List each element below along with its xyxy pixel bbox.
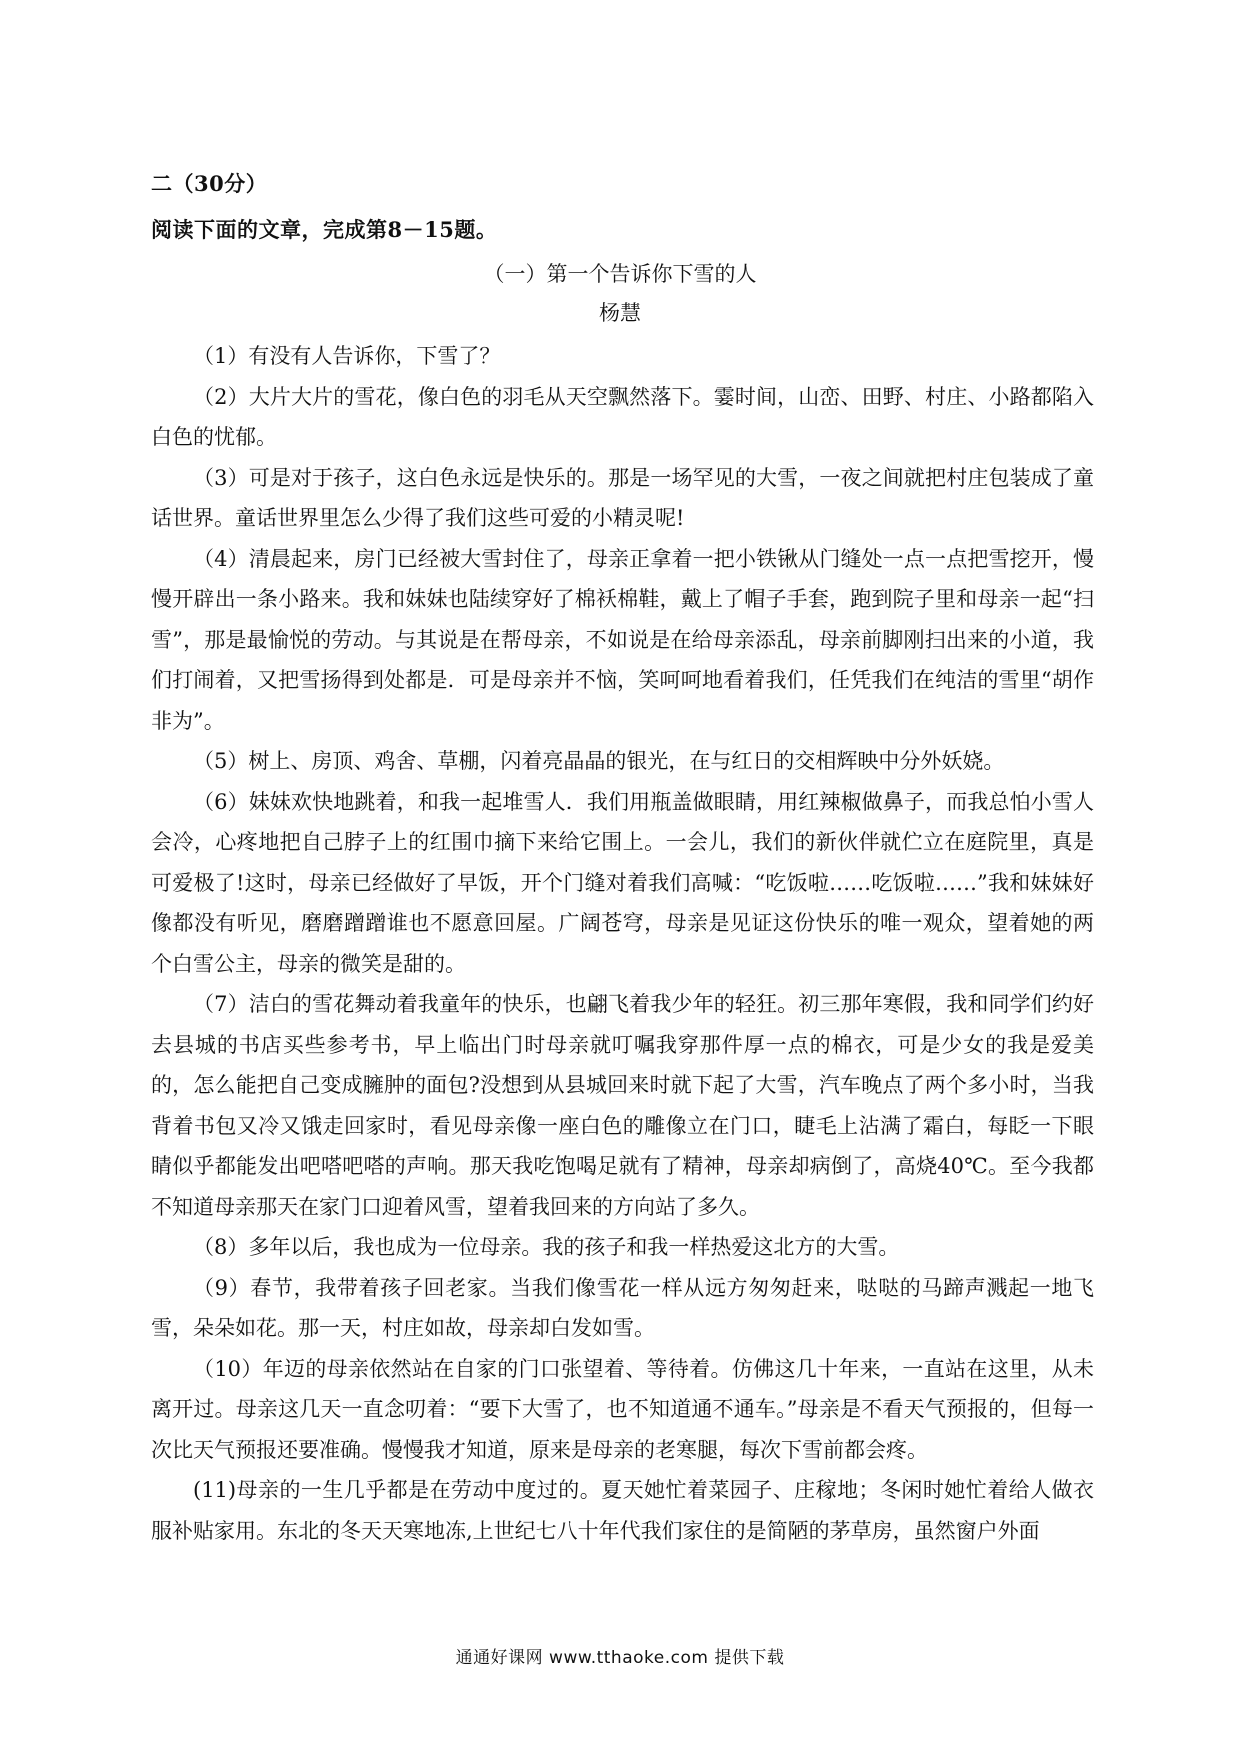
paragraph-10: （10）年迈的母亲依然站在自家的门口张望着、等待着。仿佛这几十年来，一直站在这里，从未离开过。母亲这几天一直念叨着：“要下大雪了，也不知道通不通车。”母亲是不看天气预报的，但每一次比天气预报还要准确。慢慢我才知道，原来是母亲的老寒腿，每次下雪前都会疼。 [151, 1356, 1094, 1462]
paragraph-5: （5）树上、房顶、鸡舍、草棚，闪着亮晶晶的银光，在与红日的交相辉映中分外妖娆。 [193, 749, 1005, 773]
paragraph-3: （3）可是对于孩子，这白色永远是快乐的。那是一场罕见的大雪，一夜之间就把村庄包装成了童话世界。童话世界里怎么少得了我们这些可爱的小精灵呢! [151, 465, 1094, 530]
paragraph-1: （1）有没有人告诉你，下雪了？ [193, 344, 501, 368]
paragraph-4: （4）清晨起来，房门已经被大雪封住了，母亲正拿着一把小铁锹从门缝处一点一点把雪挖开，慢慢开辟出一条小路来。我和妹妹也陆续穿好了棉袄棉鞋，戴上了帽子手套，跑到院子里和母亲一起“扫雪”，那是最愉悦的劳动。与其说是在帮母亲，不如说是在给母亲添乱，母亲前脚刚扫出来的小道，我们打闹着，又把雪扬得到处都是．可是母亲并不恼，笑呵呵地看着我们，任凭我们在纯洁的雪里“胡作非为”。 [151, 546, 1094, 733]
paragraph-11: (11)母亲的一生几乎都是在劳动中度过的。夏天她忙着菜园子、庄稼地；冬闲时她忙着给人做衣服补贴家用。东北的冬天天寒地冻,上世纪七八十年代我们家住的是简陋的茅草房，虽然窗户外面 [151, 1478, 1094, 1543]
article-body [151, 336, 1094, 1551]
paragraph-6: （6）妹妹欢快地跳着，和我一起堆雪人．我们用瓶盖做眼睛，用红辣椒做鼻子，而我总怕小雪人会冷，心疼地把自己脖子上的红围巾摘下来给它围上。一会儿，我们的新伙伴就伫立在庭院里，真是可爱极了!这时，母亲已经做好了早饭，开个门缝对着我们高喊：“吃饭啦……吃饭啦……”我和妹妹好像都没有听见，磨磨蹭蹭谁也不愿意回屋。广阔苍穹，母亲是见证这份快乐的唯一观众，望着她的两个白雪公主，母亲的微笑是甜的。 [151, 789, 1094, 976]
reading-instructions: 阅读下面的文章，完成第8－15题。 [151, 217, 498, 242]
article-title: （一）第一个告诉你下雪的人 [483, 262, 757, 286]
article-author: 杨慧 [599, 301, 641, 325]
download-footer: 通通好课网 www.tthaoke.com 提供下载 [455, 1648, 785, 1668]
paragraph-8: （8）多年以后，我也成为一位母亲。我的孩子和我一样热爱这北方的大雪。 [193, 1235, 900, 1259]
section-title: 二（30分） [151, 171, 268, 196]
paragraph-2: （2）大片大片的雪花，像白色的羽毛从天空飘然落下。霎时间，山峦、田野、村庄、小路都陷入白色的忧郁。 [151, 384, 1094, 449]
paragraph-9: （9）春节，我带着孩子回老家。当我们像雪花一样从远方匆匆赶来，哒哒的马蹄声溅起一地飞雪，朵朵如花。那一天，村庄如故，母亲却白发如雪。 [151, 1275, 1094, 1340]
paragraph-7: （7）洁白的雪花舞动着我童年的快乐，也翩飞着我少年的轻狂。初三那年寒假，我和同学们约好去县城的书店买些参考书，早上临出门时母亲就叮嘱我穿那件厚一点的棉衣，可是少女的我是爱美的，怎么能把自己变成臃肿的面包?没想到从县城回来时就下起了大雪，汽车晚点了两个多小时，当我背着书包又冷又饿走回家时，看见母亲像一座白色的雕像立在门口，睫毛上沾满了霜白，每眨一下眼睛似乎都能发出吧嗒吧嗒的声响。那天我吃饱喝足就有了精神，母亲却病倒了，高烧40℃。至今我都不知道母亲那天在家门口迎着风雪，望着我回来的方向站了多久。 [151, 992, 1094, 1219]
